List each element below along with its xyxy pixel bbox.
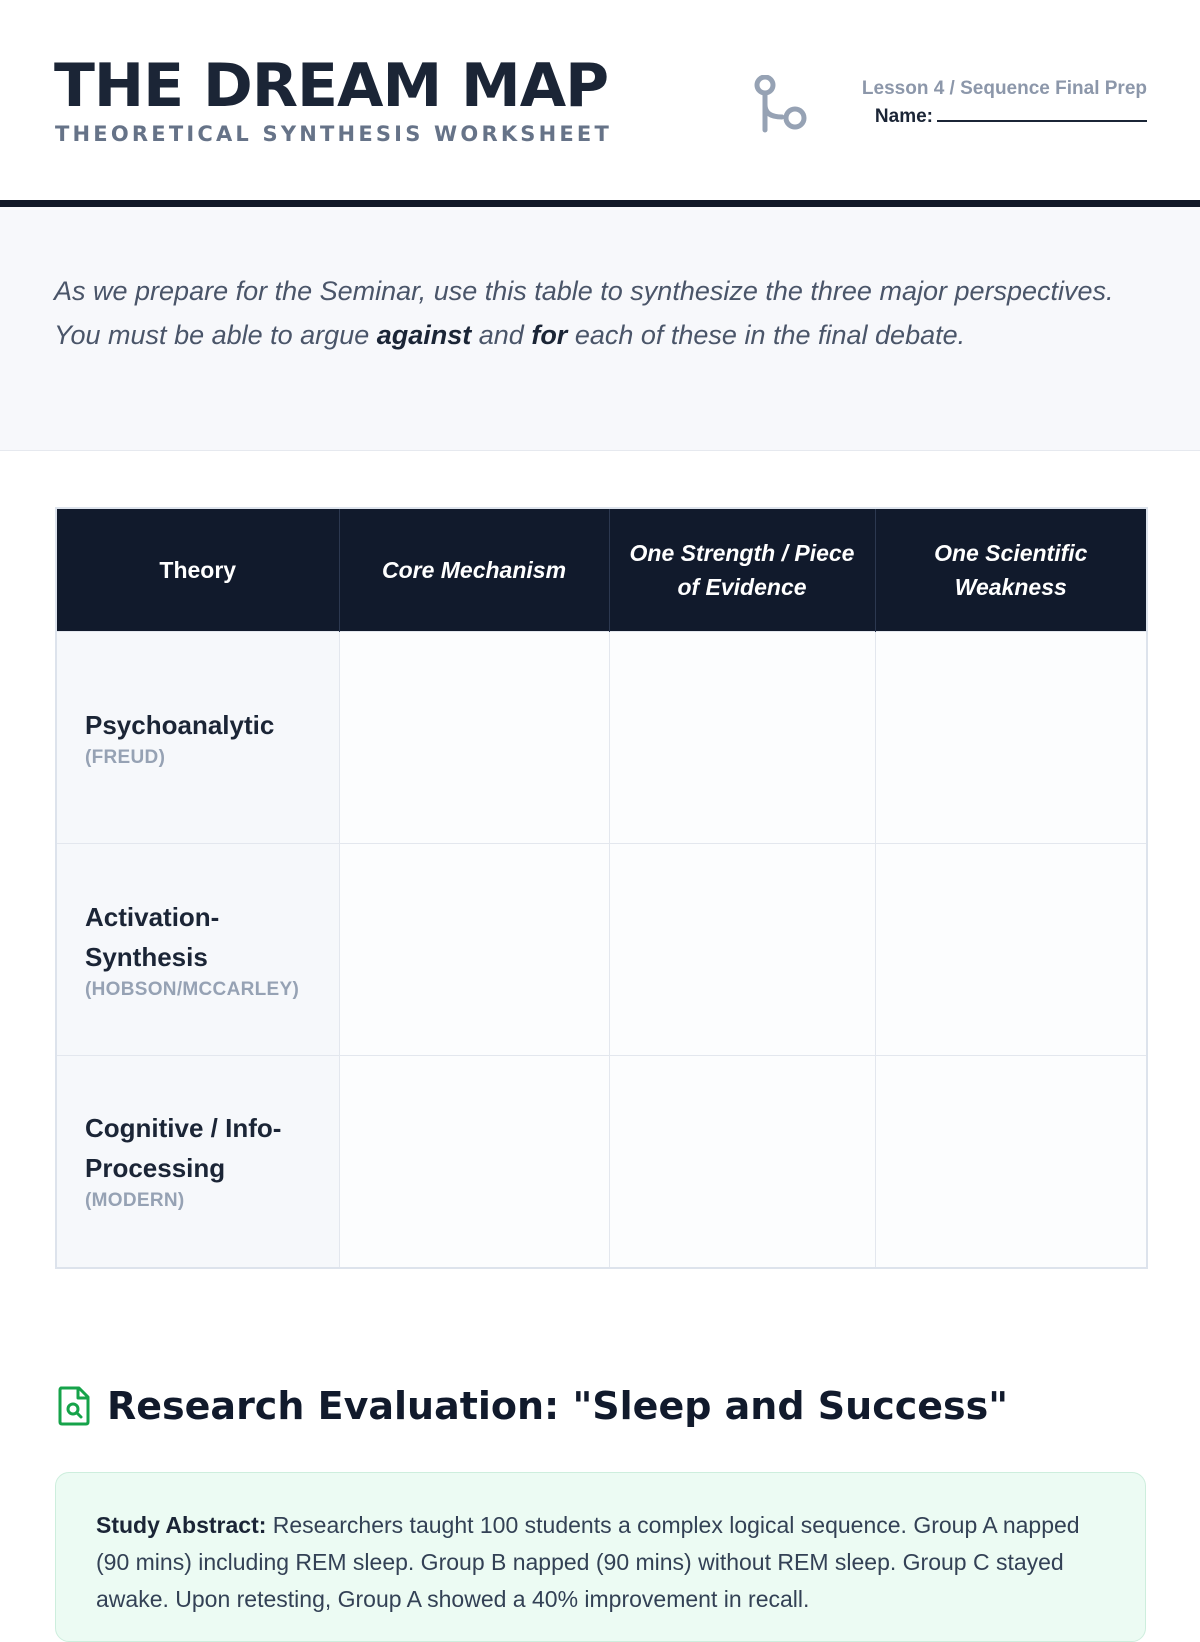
page-subtitle: THEORETICAL SYNTHESIS WORKSHEET: [55, 122, 613, 146]
lesson-label: Lesson 4 / Sequence Final Prep: [861, 78, 1147, 99]
name-row: [862, 102, 1147, 130]
header-weakness: One Scientific Weakness: [875, 508, 1147, 632]
section-title: Research Evaluation: "Sleep and Success": [107, 1384, 1009, 1428]
weakness-answer-cell[interactable]: [875, 844, 1147, 1056]
table-header-row: [56, 508, 1147, 632]
header-core-mechanism: Core Mechanism: [339, 508, 609, 632]
synthesis-table: [55, 507, 1148, 1269]
git-branch-icon: [752, 75, 812, 135]
abstract-text: Researchers taught 100 students a complex logical sequence. Group A napped (90 mins) including REM sleep. Group B napped (90 mins) without REM sleep. Group C stayed awake. Upon retesting, Group A showed a 40% improvement in recall.: [96, 1512, 1080, 1612]
page-title: THE DREAM MAP: [54, 51, 609, 121]
file-search-icon: [57, 1386, 91, 1426]
weakness-answer-cell[interactable]: [875, 632, 1147, 844]
mechanism-answer-cell[interactable]: [339, 844, 609, 1056]
intro-text-part1: As we prepare for the Seminar, use this table to synthesize the three major perspectives. You must be able to argue: [54, 276, 1114, 350]
mechanism-answer-cell[interactable]: [339, 632, 609, 844]
name-label: Name:: [874, 106, 933, 127]
intro-text-part2: and: [471, 320, 532, 350]
header-strength: One Strength / Piece of Evidence: [609, 508, 875, 632]
mechanism-answer-cell[interactable]: [339, 1056, 609, 1268]
theory-cell: [56, 632, 339, 844]
theory-cell: [56, 1056, 339, 1268]
lesson-meta: [862, 76, 1147, 130]
intro-section: [0, 207, 1200, 451]
table-row: [56, 1056, 1147, 1268]
intro-text-part3: each of these in the final debate.: [567, 320, 966, 350]
theory-name: Activation-Synthesis: [85, 901, 220, 972]
theory-name: Cognitive / Info-Processing: [85, 1113, 282, 1184]
table-row: [56, 632, 1147, 844]
theory-name: Psychoanalytic: [85, 709, 275, 740]
intro-text: [54, 269, 1144, 357]
weakness-answer-cell[interactable]: [875, 1056, 1147, 1268]
study-abstract: [96, 1507, 1106, 1618]
intro-emphasis-for: for: [531, 320, 568, 350]
study-abstract-box: [55, 1472, 1146, 1642]
intro-emphasis-against: against: [376, 320, 472, 350]
strength-answer-cell[interactable]: [609, 1056, 875, 1268]
abstract-label: Study Abstract:: [96, 1512, 267, 1538]
theory-author: (FREUD): [85, 746, 166, 768]
theory-author: (HOBSON/MCCARLEY): [85, 978, 300, 1000]
table-row: [56, 844, 1147, 1056]
worksheet-header: [0, 0, 1200, 207]
name-field[interactable]: [937, 102, 1147, 122]
theory-cell: [56, 844, 339, 1056]
strength-answer-cell[interactable]: [609, 632, 875, 844]
strength-answer-cell[interactable]: [609, 844, 875, 1056]
header-theory: Theory: [56, 508, 339, 632]
theory-author: (MODERN): [85, 1190, 185, 1212]
